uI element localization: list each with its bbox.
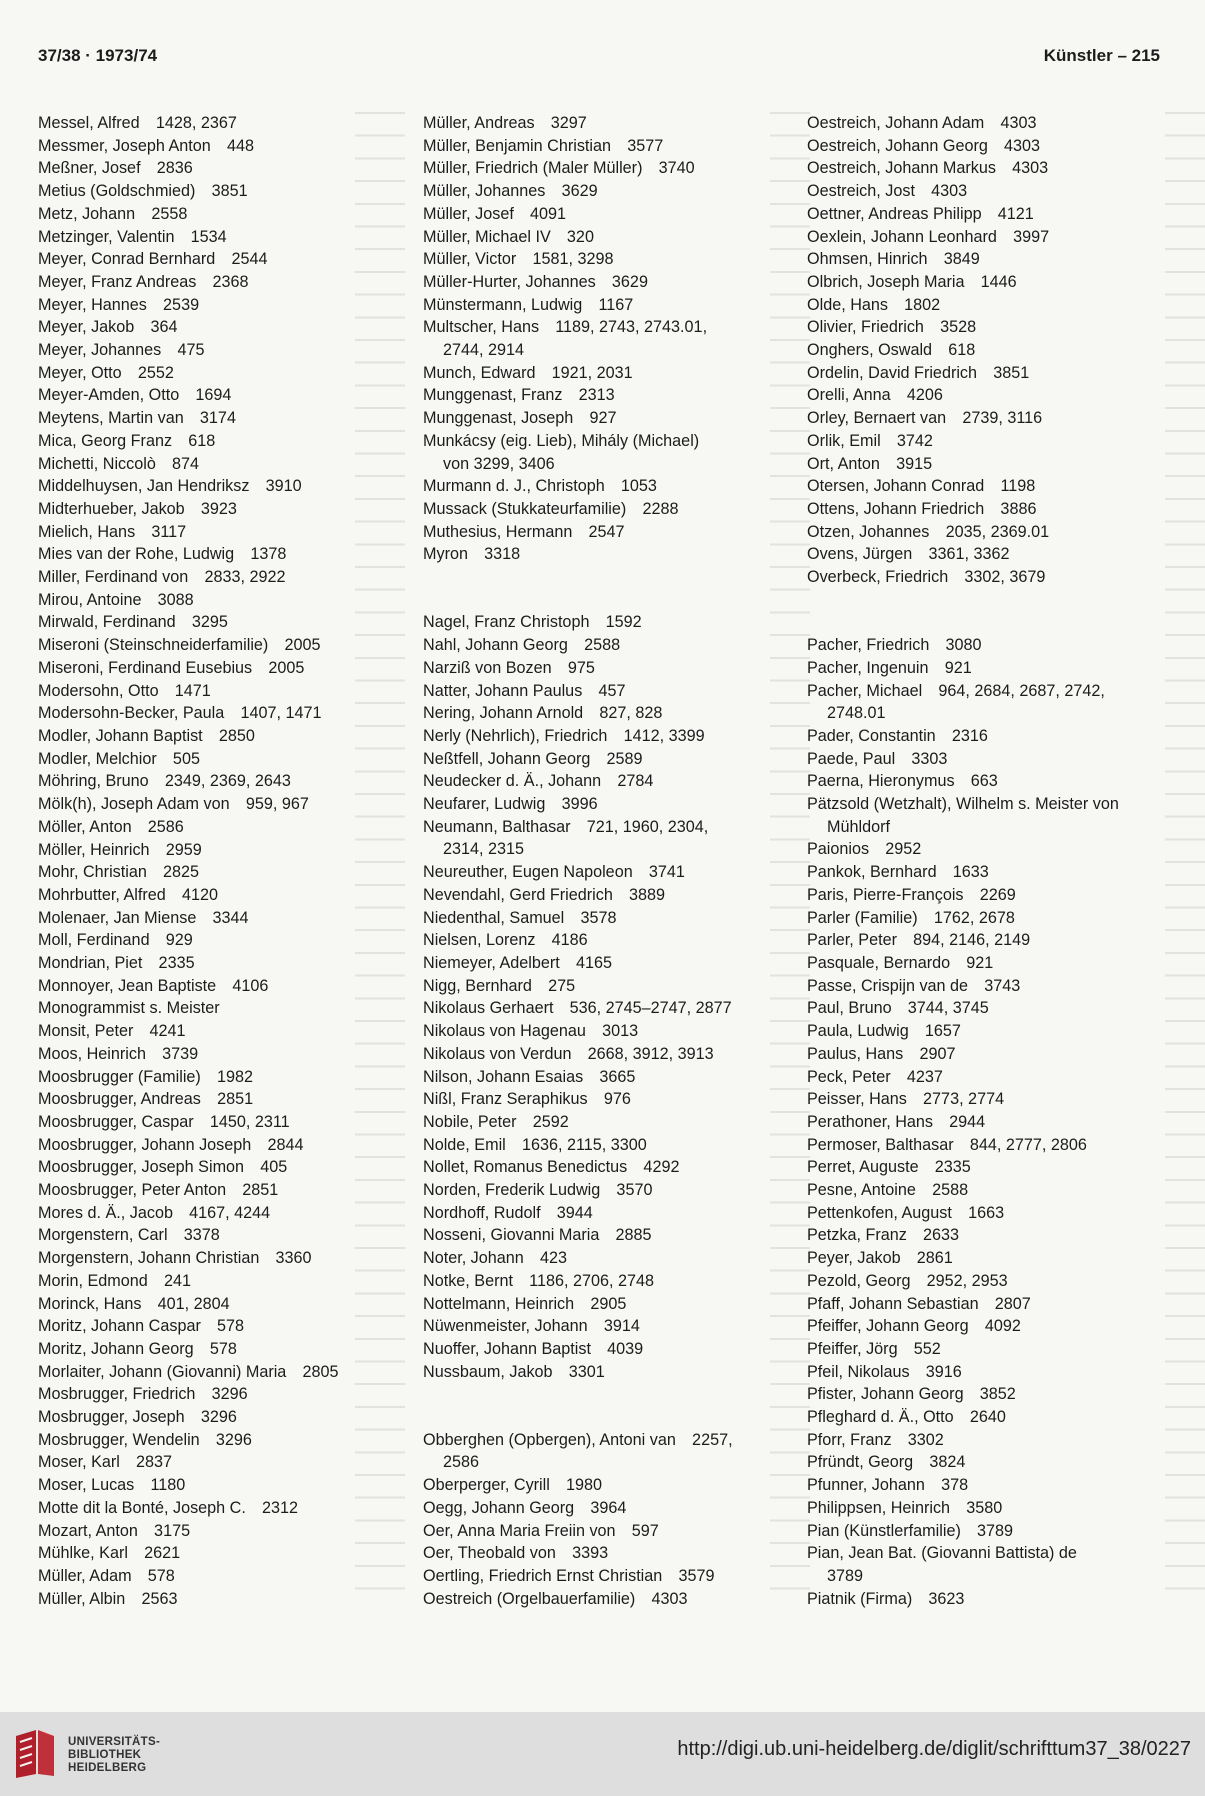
index-entry: Moosbrugger, Caspar 1450, 2311 — [38, 1112, 290, 1131]
source-url-link[interactable]: http://digi.ub.uni-heidelberg.de/diglit/schrifttum37_38/0227 — [677, 1738, 1191, 1760]
index-entry: 2744, 2914 — [443, 341, 525, 360]
index-entry: Noter, Johann 423 — [423, 1249, 567, 1268]
index-entry: Paris, Pierre-François 2269 — [807, 885, 1016, 904]
index-entry: Mühldorf — [827, 817, 890, 836]
index-entry: Michetti, Niccolò 874 — [38, 454, 200, 473]
index-entry: Oberperger, Cyrill 1980 — [423, 1476, 603, 1495]
index-entry: Narziß von Bozen 975 — [423, 658, 595, 677]
university-library-logo-icon — [10, 1728, 58, 1780]
index-entry: Meyer, Hannes 2539 — [38, 295, 200, 314]
index-entry: Nordhoff, Rudolf 3944 — [423, 1203, 593, 1222]
index-entry: Nobile, Peter 2592 — [423, 1112, 569, 1131]
index-entry: Modler, Melchior 505 — [38, 749, 200, 768]
index-entry: Monsit, Peter 4241 — [38, 1022, 186, 1041]
index-entry: Nikolaus Gerhaert 536, 2745–2747, 2877 — [423, 999, 732, 1018]
index-entry: Peisser, Hans 2773, 2774 — [807, 1090, 1005, 1109]
index-entry: Mirou, Antoine 3088 — [38, 590, 194, 609]
index-entry: Mosbrugger, Friedrich 3296 — [38, 1385, 248, 1404]
index-entry: Müller, Andreas 3297 — [423, 114, 587, 132]
index-entry: Munch, Edward 1921, 2031 — [423, 363, 633, 382]
index-entry: Ottens, Johann Friedrich 3886 — [807, 499, 1037, 518]
index-entry: Permoser, Balthasar 844, 2777, 2806 — [807, 1135, 1087, 1154]
index-entry: Pfaff, Johann Sebastian 2807 — [807, 1294, 1031, 1313]
index-entry: Peyer, Jakob 2861 — [807, 1249, 953, 1268]
index-entry: Muthesius, Hermann 2547 — [423, 522, 625, 541]
index-entry: Perret, Auguste 2335 — [807, 1158, 971, 1177]
index-entry: Oestreich, Johann Georg 4303 — [807, 136, 1041, 155]
index-entry: Pacher, Ingenuin 921 — [807, 658, 972, 677]
index-entry: Modersohn-Becker, Paula 1407, 1471 — [38, 704, 322, 723]
index-entry: Meyer, Otto 2552 — [38, 363, 174, 382]
index-entry: Ovens, Jürgen 3361, 3362 — [807, 545, 1010, 564]
index-entry: Pettenkofen, August 1663 — [807, 1203, 1005, 1222]
index-entry: Molenaer, Jan Miense 3344 — [38, 908, 249, 927]
index-column-2 — [423, 112, 798, 1610]
index-entry: Pfeil, Nikolaus 3916 — [807, 1362, 962, 1381]
index-entry: Moser, Karl 2837 — [38, 1453, 173, 1472]
index-entry: Ohmsen, Hinrich 3849 — [807, 250, 980, 269]
index-entry: Nottelmann, Heinrich 2905 — [423, 1294, 627, 1313]
index-entry: Meyer-Amden, Otto 1694 — [38, 386, 232, 405]
index-entry: Orlik, Emil 3742 — [807, 431, 933, 450]
index-entry: Müller, Victor 1581, 3298 — [423, 250, 614, 269]
index-entry — [423, 1383, 798, 1406]
index-entry: Mosbrugger, Joseph 3296 — [38, 1408, 237, 1427]
index-entry: Modersohn, Otto 1471 — [38, 681, 211, 700]
index-column-1 — [38, 112, 413, 1610]
index-entry: Nevendahl, Gerd Friedrich 3889 — [423, 885, 666, 904]
index-entry: Piatnik (Firma) 3623 — [807, 1589, 965, 1608]
index-entry: 2314, 2315 — [443, 840, 525, 859]
index-entry: Mores d. Ä., Jacob 4167, 4244 — [38, 1203, 271, 1222]
index-entry: Munggenast, Franz 2313 — [423, 386, 615, 405]
index-entry: Miseroni (Steinschneiderfamilie) 2005 — [38, 636, 321, 655]
index-entry: Müller, Friedrich (Maler Müller) 3740 — [423, 159, 695, 178]
index-entry: Meyer, Franz Andreas 2368 — [38, 272, 249, 291]
index-entry: Oexlein, Johann Leonhard 3997 — [807, 227, 1050, 246]
index-entry: Neßtfell, Johann Georg 2589 — [423, 749, 643, 768]
index-entry: Neudecker d. Ä., Johann 2784 — [423, 772, 654, 791]
index-entry: Moosbrugger (Familie) 1982 — [38, 1067, 254, 1086]
index-entry: Müller, Benjamin Christian 3577 — [423, 136, 664, 155]
index-entry: Miseroni, Ferdinand Eusebius 2005 — [38, 658, 305, 677]
index-entry: Petzka, Franz 2633 — [807, 1226, 960, 1245]
index-entry: Nollet, Romanus Benedictus 4292 — [423, 1158, 680, 1177]
index-entry: Mölk(h), Joseph Adam von 959, 967 — [38, 795, 309, 814]
index-entry: Mühlke, Karl 2621 — [38, 1544, 181, 1563]
index-entry: Mozart, Anton 3175 — [38, 1521, 191, 1540]
index-entry: Mirwald, Ferdinand 3295 — [38, 613, 228, 632]
index-entry: Niemeyer, Adelbert 4165 — [423, 953, 612, 972]
index-entry: Möhring, Bruno 2349, 2369, 2643 — [38, 772, 291, 791]
index-entry: Moritz, Johann Georg 578 — [38, 1339, 237, 1358]
index-entry: Munkácsy (eig. Lieb), Mihály (Michael) — [423, 431, 700, 450]
index-entry: Pader, Constantin 2316 — [807, 726, 988, 745]
index-entry: Paulus, Hans 2907 — [807, 1044, 956, 1063]
index-entry: Moser, Lucas 1180 — [38, 1476, 186, 1495]
index-entry: Nagel, Franz Christoph 1592 — [423, 613, 642, 632]
index-entry: Norden, Frederik Ludwig 3570 — [423, 1181, 653, 1200]
index-entry: Oestreich, Jost 4303 — [807, 182, 968, 201]
index-entry: Morgenstern, Johann Christian 3360 — [38, 1249, 312, 1268]
library-name-line-2: BIBLIOTHEK — [68, 1749, 142, 1761]
index-entry: Paul, Bruno 3744, 3745 — [807, 999, 989, 1018]
index-entry: Mohr, Christian 2825 — [38, 863, 200, 882]
index-entry: Pacher, Michael 964, 2684, 2687, 2742, — [807, 681, 1105, 700]
index-entry: Meyer, Jakob 364 — [38, 318, 178, 337]
index-entry: Neufarer, Ludwig 3996 — [423, 795, 598, 814]
index-entry: Mielich, Hans 3117 — [38, 522, 187, 541]
index-entry: Neureuther, Eugen Napoleon 3741 — [423, 863, 685, 882]
index-entry: Moos, Heinrich 3739 — [38, 1044, 199, 1063]
index-entry: Nüwenmeister, Johann 3914 — [423, 1317, 640, 1336]
index-entry: Oertling, Friedrich Ernst Christian 3579 — [423, 1566, 715, 1585]
index-entry: von 3299, 3406 — [443, 454, 555, 473]
index-entry: Meßner, Josef 2836 — [38, 159, 193, 178]
index-entry: Pforr, Franz 3302 — [807, 1430, 944, 1449]
index-entry: Möller, Heinrich 2959 — [38, 840, 202, 859]
index-entry: Motte dit la Bonté, Joseph C. 2312 — [38, 1498, 299, 1517]
index-entry: Mosbrugger, Wendelin 3296 — [38, 1430, 252, 1449]
bleed-through-texture — [1165, 112, 1205, 1592]
index-entry: Nering, Johann Arnold 827, 828 — [423, 704, 663, 723]
index-entry: Pasquale, Bernardo 921 — [807, 953, 994, 972]
index-entry: Pacher, Friedrich 3080 — [807, 636, 982, 655]
index-entry: Moosbrugger, Joseph Simon 405 — [38, 1158, 288, 1177]
index-entry: Nahl, Johann Georg 2588 — [423, 636, 621, 655]
index-entry: Oestreich, Johann Markus 4303 — [807, 159, 1049, 178]
index-entry: Neumann, Balthasar 721, 1960, 2304, — [423, 817, 709, 836]
index-entry: Multscher, Hans 1189, 2743, 2743.01, — [423, 318, 708, 337]
library-footer — [0, 1712, 1205, 1796]
index-entry: Nigg, Bernhard 275 — [423, 976, 576, 995]
index-entry: Nilson, Johann Esaias 3665 — [423, 1067, 636, 1086]
index-entry: Monogrammist s. Meister — [38, 999, 220, 1018]
index-entry — [423, 589, 798, 612]
index-entry: Pfunner, Johann 378 — [807, 1476, 969, 1495]
index-entry: Morin, Edmond 241 — [38, 1271, 191, 1290]
index-entry: Parler (Familie) 1762, 2678 — [807, 908, 1015, 927]
index-entry: Müller, Michael IV 320 — [423, 227, 594, 246]
header-section-page: Künstler – 215 — [1043, 46, 1160, 65]
index-entry: Paerna, Hieronymus 663 — [807, 772, 998, 791]
index-entry: Moll, Ferdinand 929 — [38, 931, 193, 950]
index-entry: Passe, Crispijn van de 3743 — [807, 976, 1021, 995]
index-entry: Nuoffer, Johann Baptist 4039 — [423, 1339, 644, 1358]
index-entry: Peck, Peter 4237 — [807, 1067, 943, 1086]
index-entry — [807, 611, 1167, 634]
index-entry: Monnoyer, Jean Baptiste 4106 — [38, 976, 269, 995]
index-entry: Onghers, Oswald 618 — [807, 341, 976, 360]
index-entry — [423, 1406, 798, 1429]
index-entry: Orelli, Anna 4206 — [807, 386, 943, 405]
index-entry: Middelhuysen, Jan Hendriksz 3910 — [38, 477, 302, 496]
page-header — [38, 46, 1160, 74]
index-entry: Pfründt, Georg 3824 — [807, 1453, 966, 1472]
index-entry: Meytens, Martin van 3174 — [38, 409, 236, 428]
index-entry: Ort, Anton 3915 — [807, 454, 933, 473]
index-entry: Perathoner, Hans 2944 — [807, 1112, 986, 1131]
index-entry: Niedenthal, Samuel 3578 — [423, 908, 617, 927]
index-entry: Modler, Johann Baptist 2850 — [38, 726, 255, 745]
index-entry: Müller, Johannes 3629 — [423, 182, 598, 201]
index-entry: Müller, Josef 4091 — [423, 204, 567, 223]
index-entry: Oegg, Johann Georg 3964 — [423, 1498, 627, 1517]
index-entry: Notke, Bernt 1186, 2706, 2748 — [423, 1271, 654, 1290]
index-entry: Mies van der Rohe, Ludwig 1378 — [38, 545, 287, 564]
index-entry: Müller, Adam 578 — [38, 1567, 175, 1585]
index-entry: Messmer, Joseph Anton 448 — [38, 136, 254, 155]
index-entry: Ordelin, David Friedrich 3851 — [807, 363, 1030, 382]
index-entry: Morinck, Hans 401, 2804 — [38, 1294, 230, 1313]
index-entry: Paula, Ludwig 1657 — [807, 1022, 961, 1041]
index-entry: Nikolaus von Hagenau 3013 — [423, 1022, 639, 1041]
library-name-line-3: HEIDELBERG — [68, 1762, 147, 1774]
index-entry: Orley, Bernaert van 2739, 3116 — [807, 409, 1043, 428]
index-entry: Pesne, Antoine 2588 — [807, 1181, 969, 1200]
index-entry: Overbeck, Friedrich 3302, 3679 — [807, 568, 1046, 587]
index-entry: Morgenstern, Carl 3378 — [38, 1226, 220, 1245]
index-entry: Munggenast, Joseph 927 — [423, 409, 617, 428]
index-entry: Metius (Goldschmied) 3851 — [38, 182, 248, 201]
index-entry: Messel, Alfred 1428, 2367 — [38, 114, 237, 132]
index-entry: Paionios 2952 — [807, 840, 922, 859]
index-entry: 2586 — [443, 1453, 480, 1472]
index-entry: Moosbrugger, Peter Anton 2851 — [38, 1181, 279, 1200]
index-entry: Moosbrugger, Johann Joseph 2844 — [38, 1135, 304, 1154]
library-name-line-1: UNIVERSITÄTS- — [68, 1736, 161, 1748]
index-entry: Otzen, Johannes 2035, 2369.01 — [807, 522, 1050, 541]
index-entry: Oettner, Andreas Philipp 4121 — [807, 204, 1034, 223]
index-entry: Moritz, Johann Caspar 578 — [38, 1317, 245, 1336]
index-entry: Olde, Hans 1802 — [807, 295, 941, 314]
index-entry: Meyer, Conrad Bernhard 2544 — [38, 250, 268, 269]
index-entry: Pfeiffer, Johann Georg 4092 — [807, 1317, 1021, 1336]
index-entry — [423, 566, 798, 589]
index-entry: Midterhueber, Jakob 3923 — [38, 499, 237, 518]
index-entry: Nosseni, Giovanni Maria 2885 — [423, 1226, 652, 1245]
index-entry: Nißl, Franz Seraphikus 976 — [423, 1090, 631, 1109]
index-entry: Oestreich (Orgelbauerfamilie) 4303 — [423, 1589, 688, 1608]
index-entry: Müller, Albin 2563 — [38, 1589, 178, 1608]
index-entry: 2748.01 — [827, 704, 886, 723]
index-entry: Meyer, Johannes 475 — [38, 341, 205, 360]
library-name — [68, 1736, 160, 1775]
index-entry: Müller-Hurter, Johannes 3629 — [423, 272, 648, 291]
index-entry: Oer, Anna Maria Freiin von 597 — [423, 1521, 659, 1540]
index-entry: Nielsen, Lorenz 4186 — [423, 931, 588, 950]
index-entry: Nussbaum, Jakob 3301 — [423, 1362, 605, 1381]
index-entry: Olbrich, Joseph Maria 1446 — [807, 272, 1017, 291]
index-entry: Pankok, Bernhard 1633 — [807, 863, 989, 882]
index-entry: Mica, Georg Franz 618 — [38, 431, 216, 450]
index-entry: Nerly (Nehrlich), Friedrich 1412, 3399 — [423, 726, 705, 745]
index-entry: Miller, Ferdinand von 2833, 2922 — [38, 568, 286, 587]
index-entry: Morlaiter, Johann (Giovanni) Maria 2805 — [38, 1362, 339, 1381]
index-entry: Pfeiffer, Jörg 552 — [807, 1339, 941, 1358]
index-entry: Myron 3318 — [423, 545, 521, 564]
index-entry: Möller, Anton 2586 — [38, 817, 184, 836]
index-entry: Murmann d. J., Christoph 1053 — [423, 477, 657, 496]
index-entry: Metzinger, Valentin 1534 — [38, 227, 227, 246]
index-entry: Pian, Jean Bat. (Giovanni Battista) de — [807, 1544, 1077, 1563]
index-column-3 — [807, 112, 1167, 1610]
index-entry: Pian (Künstlerfamilie) 3789 — [807, 1521, 1014, 1540]
index-entry: Mondrian, Piet 2335 — [38, 954, 195, 973]
index-entry: Pezold, Georg 2952, 2953 — [807, 1271, 1008, 1290]
header-volume: 37/38 · 1973/74 — [38, 46, 158, 65]
index-entry: Mussack (Stukkateurfamilie) 2288 — [423, 499, 679, 518]
index-entry: Nikolaus von Verdun 2668, 3912, 3913 — [423, 1044, 714, 1063]
index-entry: Natter, Johann Paulus 457 — [423, 681, 626, 700]
index-entry: Pfister, Johann Georg 3852 — [807, 1385, 1016, 1404]
index-entry: Oer, Theobald von 3393 — [423, 1544, 609, 1563]
index-entry: Metz, Johann 2558 — [38, 204, 188, 223]
index-entry: Philippsen, Heinrich 3580 — [807, 1498, 1003, 1517]
index-entry: Moosbrugger, Andreas 2851 — [38, 1090, 254, 1109]
index-entry: 3789 — [827, 1566, 864, 1585]
index-entry: Pätzsold (Wetzhalt), Wilhelm s. Meister von — [807, 795, 1119, 814]
index-entry: Paede, Paul 3303 — [807, 749, 948, 768]
index-entry: Nolde, Emil 1636, 2115, 3300 — [423, 1135, 647, 1154]
index-entry: Mohrbutter, Alfred 4120 — [38, 885, 218, 904]
index-entry: Otersen, Johann Conrad 1198 — [807, 477, 1036, 496]
index-entry: Pfleghard d. Ä., Otto 2640 — [807, 1408, 1006, 1427]
index-entry: Parler, Peter 894, 2146, 2149 — [807, 931, 1031, 950]
index-entry: Oestreich, Johann Adam 4303 — [807, 114, 1037, 132]
index-entry: Obberghen (Opbergen), Antoni van 2257, — [423, 1430, 733, 1449]
index-entry: Münstermann, Ludwig 1167 — [423, 295, 634, 314]
index-entry — [807, 589, 1167, 612]
index-entry: Olivier, Friedrich 3528 — [807, 318, 977, 337]
